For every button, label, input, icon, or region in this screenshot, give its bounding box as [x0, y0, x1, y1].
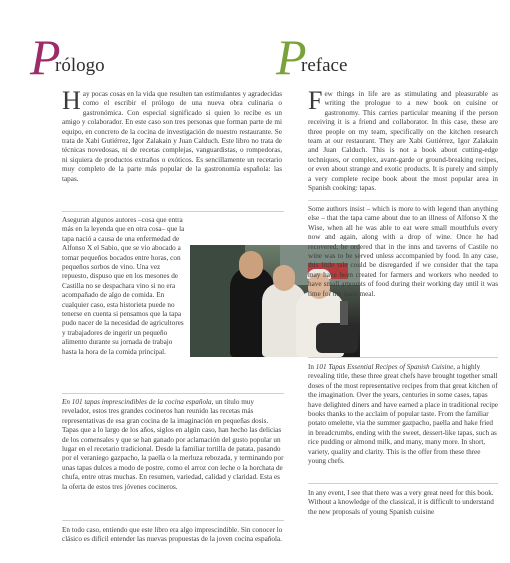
heading-preface-initial: P: [276, 29, 307, 85]
prologo-divider-3: [62, 520, 284, 521]
heading-prologo-initial: P: [30, 29, 61, 85]
heading-preface: [276, 29, 478, 85]
prologo-paragraph-2: Aseguran algunos autores –cosa que entra más en la leyenda que en otra cosa– que la tapa nació a causa de una enfermedad de Alfonso X el Sabio, que se vio abocado a tomar pequeños bocados entre horas, con pequeños sorbos de vino. Una vez repuesto, dispuso que en los mesones de Castilla no se despachara vino si no era acompañado de algo de comida. En cualquier caso, esta historieta puede no tenerse en cuenta si pensamos que la tapa pudo nacer de la necesidad de agricultores y trabajadores de ingerir un pequeño alimento durante su jornada de trabajo hasta la hora de la comida principal.: [62, 216, 185, 356]
prologo-divider-1: [62, 211, 284, 212]
preface-divider-3: [308, 483, 498, 484]
prologo-dropcap: H: [62, 86, 81, 115]
preface-paragraph-1: Few things in life are as stimulating and pleasurable as writing the prologue to a new book on cuisine or gastronomy. This carries particular meaning if the person receiving it is a friend and collaborator. In this case, these are three people on my team, specifically on the kitchen research team at our restaurant. They are Xabi Gutiérrez, Igor Zalakain and Juan Calduch. This is not a book about cutting-edge techniques, or complex, avant-garde or ground-breaking recipes, or even about strange and exotic products. It is purely and simply a very complete recipe book about the most popular area in Spanish cooking: tapas.: [308, 86, 498, 193]
heading-preface-text: reface: [301, 55, 348, 76]
preface-divider-2: [308, 357, 498, 358]
prologo-paragraph-1: Hay pocas cosas en la vida que resulten tan estimulantes y agradecidas como el escribir el prólogo de una nueva obra culinaria o gastronómica. Con especial significado si quien lo recibe es un amigo y colaborador. En este caso son tres personas que forman parte de mi equipo, en concreto de la cocina de investigación de nuestro restaurante. Se trata de Xabi Gutiérrez, Igor Zalakain y Juan Calduch. Este libro no trata de técnicas novedosas, ni de recetas complejas, vanguardistas, o rompedoras, ni siquiera de productos extraños o exóticos. Es sencillamente un recetario muy completo de la parte más popular de la gastronomía española: las tapas.: [62, 86, 282, 183]
prologo-divider-2: [62, 393, 284, 394]
preface-paragraph-3: In 101 Tapas Essential Recipes of Spanish Cuisine, a highly revealing title, these three great chefs have brought together small doses of the most representative recipes from that great kitchen of the imagination. Over the years, centuries in some cases, tapas have delighted diners and have earned a place in traditional recipe books thanks to the acclaim of popular taste. From the familiar potato omelette, via the summer gazpacho, paella and hake fried in breadcrumbs, ending with the sweet, dessert-like tapas, such as rice pudding or almond milk, and many, many more. In short, variety, quality and clarity. This is the offer from these three young chefs.: [308, 363, 498, 466]
preface-paragraph-4: In any event, I see that there was a very great need for this book. Without a knowledge of the classical, it is difficult to understand the new proposals of young Spanish cuisine: [308, 489, 494, 516]
heading-prologo: [30, 29, 238, 85]
heading-prologo-text: rólogo: [55, 55, 105, 76]
preface-paragraph-2: Some authors insist – which is more to with legend than anything else – that the tapa came about due to an illness of Alfonso X the Wise, when all he was able to eat were small mouthfuls every now and again, along with a drop of wine. Once he had recovered, he ordered that in the inns and taverns of Castile no wine was to be served unless accompanied by food. In any case, this little tale could be disregarded if we consider that the tapa may have been created for farmers and workers who needed to have small amounts of food during their working day until it was time for the main meal.: [308, 205, 498, 298]
preface-dropcap: F: [308, 86, 323, 115]
preface-divider-1: [308, 200, 498, 201]
prologo-paragraph-3: En 101 tapas imprescindibles de la cocina española, un título muy revelador, estos tres grandes cocineros han reunido las recetas más representativas de esa gran cocina de la imaginación en pequeñas dosis. Tapas que a lo largo de los años, siglos en algún caso, han hecho las delicias de los comensales y que se han ganado por aclamación del gusto popular un lugar en el recetario tradicional. Desde la familiar tortilla de patata, pasando por el veraniego gazpacho, la paella o la merluza rebozada, y terminando por unas tapas dulces a modo de postre, como el arroz con leche o la horchata de chufa, entre otras muchas. En resumen, variedad, calidad y claridad. Esta es la oferta de estos tres jóvenes cocineros.: [62, 398, 284, 491]
prologo-paragraph-4: En todo caso, entiendo que este libro era algo imprescindible. Sin conocer lo clásico es difícil entender las nuevas propuestas de la joven cocina española.: [62, 526, 283, 544]
